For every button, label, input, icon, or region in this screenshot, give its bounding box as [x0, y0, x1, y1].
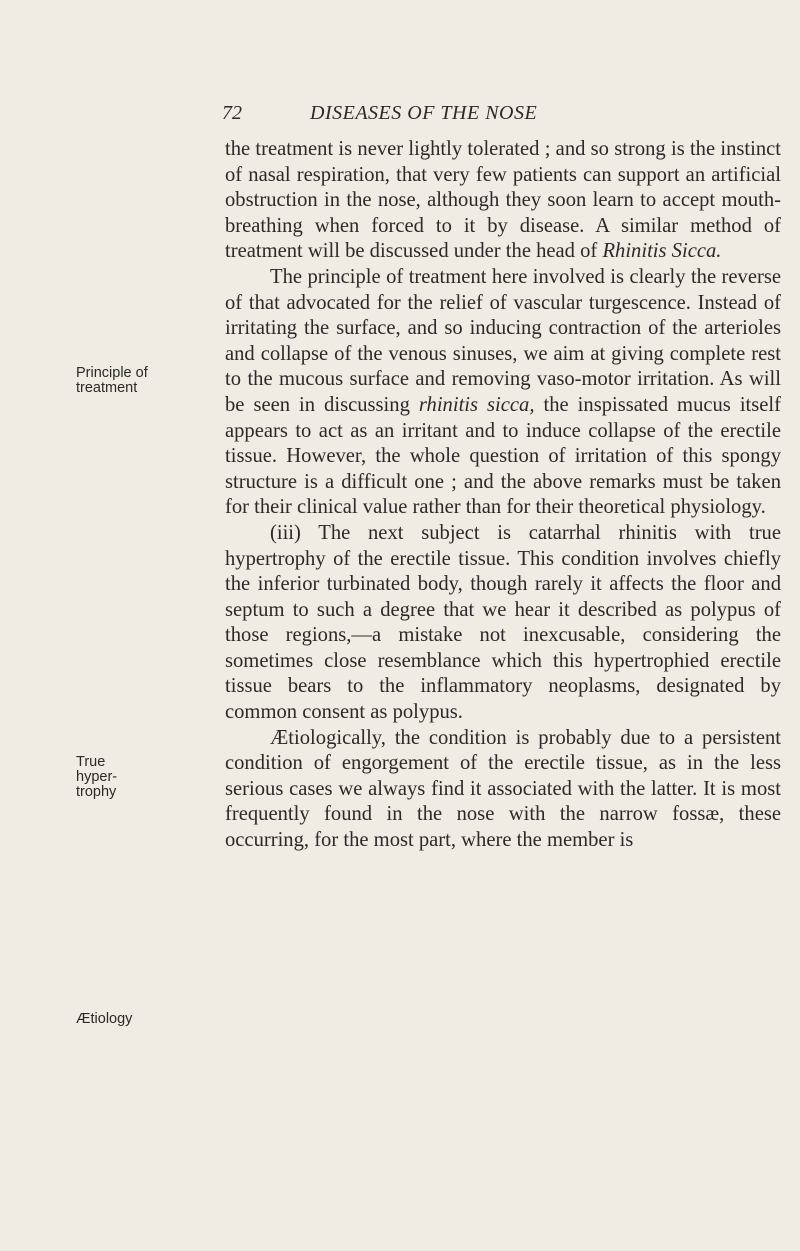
- paragraph-text: the inspissated mucus itself appears to act as an irritant and to induce collapse of the erectile tissue. However, the whole question of irritation of this spongy structure is a difficult one ; and the above remarks must be taken for their clinical value rather than for their theoretical physiology.: [225, 393, 782, 519]
- margin-note-line: hyper-: [76, 769, 118, 785]
- margin-note-line: Principle of: [76, 365, 148, 381]
- paragraph-text: (iii) The next subject is catarrhal rhinitis with true hypertrophy of the erectile tissue. This condition involves chiefly the inferior turbinated body, though rarely it affects the floor and septum to such a degree that we hear it described as polypus of those regions,—a mistake not inexcusable, considering the sometimes close resemblance which this hypertrophied erectile tissue bears to the inflammatory neoplasms, designated by common consent as polypus.: [225, 521, 781, 724]
- page-header: [0, 100, 800, 130]
- italic-term: Rhinitis Sicca.: [602, 240, 722, 263]
- margin-note-principle: [76, 366, 224, 396]
- running-title: DISEASES OF THE NOSE: [310, 102, 538, 124]
- margin-note-line: True: [76, 754, 106, 770]
- margin-note-hypertrophy: [76, 755, 224, 800]
- paragraph-text: The principle of treatment here involved is clearly the reverse of that advocated for the relief of vascular turgescence. Instead of irritating the surface, and so inducing contraction of the arterioles and collapse of the venous sinuses, we aim at giving complete rest to the mucous surface and removing vaso-motor irritation. As will be seen in discussing: [225, 265, 781, 416]
- paragraph: [225, 265, 781, 521]
- margin-note-line: Ætiology: [76, 1011, 133, 1027]
- paragraph-text: the treatment is never lightly tolerated ; and so strong is the instinct of nasal respiration, that very few patients can support an artificial obstruction in the nose, although they soon learn to accept mouth-breathing when forced to it by disease. A similar method of treatment will be discussed under the head of: [225, 138, 781, 263]
- paragraph: [225, 726, 781, 854]
- page-number: 72: [222, 102, 242, 124]
- paragraph-text: Ætiologically, the condition is probably due to a persistent condition of engorgement of the erectile tissue, as in the less serious cases we always find it associated with the latter. It is most frequently found in the nose with the narrow fossæ, these occurring, for the most part, where the member is: [225, 726, 781, 852]
- paragraph: [225, 137, 781, 265]
- margin-note-aetiology: [76, 1012, 224, 1027]
- margin-note-line: treatment: [76, 380, 138, 396]
- paragraph: [225, 521, 781, 726]
- italic-term: rhinitis sicca,: [418, 393, 535, 416]
- margin-note-line: trophy: [76, 784, 117, 800]
- body-text: [225, 137, 781, 854]
